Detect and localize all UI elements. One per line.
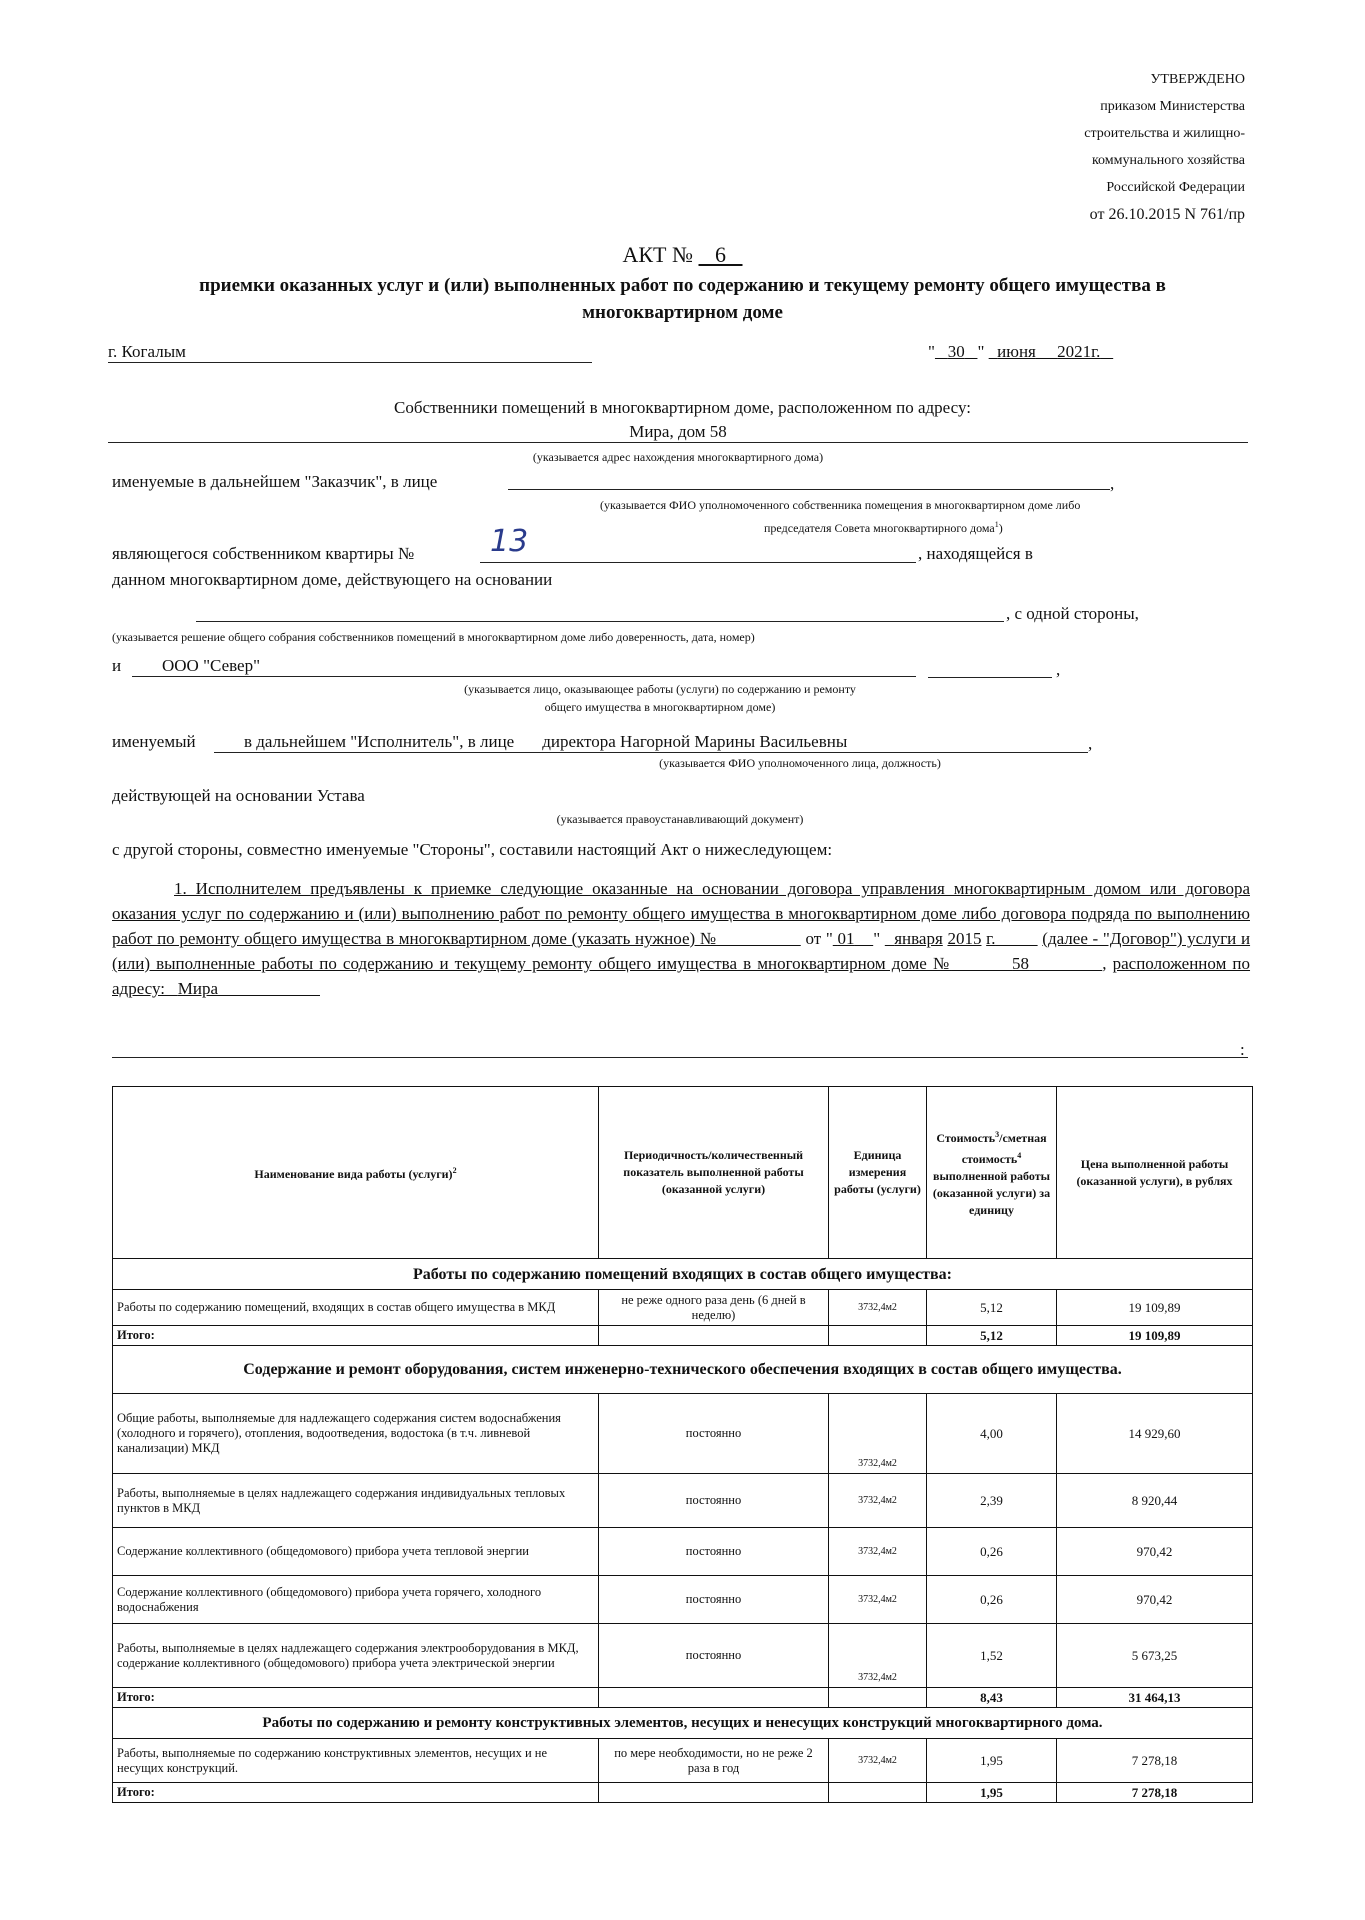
table-header-row — [113, 1087, 1253, 1259]
works-table — [112, 1086, 1253, 1803]
work-name: Работы, выполняемые в целях надлежащего содержания индивидуальных тепловых пунктов в МКД — [113, 1474, 599, 1528]
act-title — [0, 242, 1365, 268]
work-period: не реже одного раза день (6 дней в неделю) — [599, 1290, 829, 1326]
flat-number-line — [480, 524, 916, 563]
section-row — [113, 1708, 1253, 1739]
work-price: 970,42 — [1057, 1576, 1253, 1624]
and-label: и — [112, 656, 122, 675]
approval-line: приказом Министерства — [1100, 99, 1245, 114]
work-period: постоянно — [599, 1624, 829, 1688]
act-heading: приемки оказанных услуг и (или) выполненных работ по содержанию и текущему ремонту общего имущества в многоквартирном доме — [199, 275, 1166, 323]
basis-line — [196, 620, 1004, 622]
work-unit: 3732,4м2 — [829, 1474, 927, 1528]
contractor-name-line — [132, 656, 916, 677]
work-period: постоянно — [599, 1576, 829, 1624]
work-name: Общие работы, выполняемые для надлежащего содержания систем водоснабжения (холодного и горячего), отопления, водоотведения, водостока (в т.ч. ливневой канализации) МКД — [113, 1394, 599, 1474]
work-cost: 0,26 — [927, 1528, 1057, 1576]
named-label: именуемый — [112, 732, 196, 751]
approval-block — [925, 66, 1245, 228]
customer-label: именуемые в дальнейшем "Заказчик", в лице — [112, 472, 438, 491]
table-row — [113, 1576, 1253, 1624]
work-name: Работы, выполняемые по содержанию конструктивных элементов, несущих и не несущих конструкций. — [113, 1739, 599, 1783]
approval-line: Российской Федерации — [1106, 180, 1245, 195]
total-row — [113, 1688, 1253, 1708]
col-cost-header: Стоимость$^3$/сметная стоимость$^4$ выполненной работы (оказанной услуги) за единицу — [927, 1087, 1057, 1259]
work-name: Содержание коллективного (общедомового) прибора учета горячего, холодного водоснабжения — [113, 1576, 599, 1624]
representative-hint: (указывается ФИО уполномоченного лица, должность) — [659, 756, 941, 770]
table-row — [113, 1624, 1253, 1688]
other-side-text: с другой стороны, совместно именуемые "Стороны", составили настоящий Акт о нижеследующем: — [112, 840, 833, 859]
contractor-hint: (указывается лицо, оказывающее работы (услуги) по содержанию и ремонту — [464, 682, 856, 696]
col-name-header: Наименование вида работы (услуги)$^2$ — [113, 1087, 599, 1259]
total-cost: 8,43 — [927, 1688, 1057, 1708]
work-unit: 3732,4м2 — [829, 1394, 927, 1474]
total-cost: 1,95 — [927, 1783, 1057, 1803]
work-period: постоянно — [599, 1528, 829, 1576]
work-unit: 3732,4м2 — [829, 1739, 927, 1783]
section-title: Работы по содержанию и ремонту конструктивных элементов, несущих и ненесущих конструкций многоквартирного дома. — [113, 1708, 1253, 1739]
col-period-header: Периодичность/количественный показатель выполненной работы (оказанной услуги) — [599, 1087, 829, 1259]
work-name: Содержание коллективного (общедомового) прибора учета тепловой энергии — [113, 1528, 599, 1576]
act-number: 6 — [715, 242, 726, 267]
address-hint: (указывается адрес нахождения многоквартирного дома) — [532, 450, 824, 464]
acting-basis-label: данном многоквартирном доме, действующего на основании — [112, 570, 553, 589]
city-field: г. Когалым — [108, 342, 592, 363]
work-price: 14 929,60 — [1057, 1394, 1253, 1474]
clause-1: 1. Исполнителем предъявлены к приемке следующие оказанные на основании договора управления многоквартирным домом или договора оказания услуг по содержанию и (или) выполнению работ по ремонту общего имущества в многоквартирном доме либо договора подряда по выполнению работ по ремонту общего имущества в многоквартирном доме (указать нужное) № от " 01 " января 2015 г. (далее - "Договор") услуги и (или) выполненные работы по содержанию и текущему ремонту общего имущества в многоквартирном доме № 58 , расположенном по адресу: Мира — [112, 879, 1251, 998]
approval-line: коммунального хозяйства — [1091, 153, 1245, 168]
representative-name: директора Нагорной Марины Васильевны — [542, 732, 848, 751]
contractor-name: ООО "Север" — [162, 656, 261, 675]
acting-hint: (указывается правоустанавливающий документ) — [556, 812, 804, 826]
work-name: Работы, выполняемые в целях надлежащего содержания электрооборудования в МКД, содержание коллективного (общедомового) прибора учета электрической энергии — [113, 1624, 599, 1688]
table-row — [113, 1290, 1253, 1326]
total-price: 31 464,13 — [1057, 1688, 1253, 1708]
work-period: по мере необходимости, но не реже 2 раза в год — [599, 1739, 829, 1783]
work-price: 7 278,18 — [1057, 1739, 1253, 1783]
work-unit: 3732,4м2 — [829, 1576, 927, 1624]
total-label: Итого: — [113, 1783, 599, 1803]
section-title: Содержание и ремонт оборудования, систем инженерно-технического обеспечения входящих в состав общего имущества. — [113, 1346, 1253, 1394]
date-field: " 30 " июня 2021г. — [928, 342, 1101, 361]
table-row — [113, 1528, 1253, 1576]
customer-hint: (указывается ФИО уполномоченного собственника помещения в многоквартирном доме либо — [600, 498, 1081, 512]
work-price: 970,42 — [1057, 1528, 1253, 1576]
flat-owner-label: являющегося собственником квартиры № — [112, 544, 415, 563]
table-row — [113, 1474, 1253, 1528]
one-side-label: , с одной стороны, — [1006, 604, 1139, 623]
table-row — [113, 1739, 1253, 1783]
work-period: постоянно — [599, 1394, 829, 1474]
work-price: 8 920,44 — [1057, 1474, 1253, 1528]
work-period: постоянно — [599, 1474, 829, 1528]
work-cost: 1,52 — [927, 1624, 1057, 1688]
total-label: Итого: — [113, 1688, 599, 1708]
work-unit: 3732,4м2 — [829, 1624, 927, 1688]
customer-name-line — [508, 488, 1110, 490]
work-name: Работы по содержанию помещений, входящих в состав общего имущества в МКД — [113, 1290, 599, 1326]
work-unit: 3732,4м2 — [829, 1528, 927, 1576]
section-row — [113, 1259, 1253, 1290]
work-unit: 3732,4м2 — [829, 1290, 927, 1326]
total-label: Итого: — [113, 1326, 599, 1346]
work-cost: 2,39 — [927, 1474, 1057, 1528]
flat-number-handwritten: 13 — [490, 524, 529, 559]
act-prefix: АКТ № — [622, 242, 693, 267]
col-price-header: Цена выполненной работы (оказанной услуги), в рублях — [1057, 1087, 1253, 1259]
work-cost: 1,95 — [927, 1739, 1057, 1783]
col-unit-header: Единица измерения работы (услуги) — [829, 1087, 927, 1259]
date-day: 30 — [947, 342, 965, 361]
acting-label: действующей на основании Устава — [112, 786, 365, 805]
work-cost: 4,00 — [927, 1394, 1057, 1474]
total-cost: 5,12 — [927, 1326, 1057, 1346]
work-cost: 0,26 — [927, 1576, 1057, 1624]
basis-hint: (указывается решение общего собрания собственников помещений в многоквартирном доме либо доверенность, дата, номер) — [112, 630, 755, 644]
approval-line: строительства и жилищно- — [1084, 126, 1245, 141]
contractor-hint-2: общего имущества в многоквартирном доме) — [544, 700, 776, 714]
work-price: 5 673,25 — [1057, 1624, 1253, 1688]
owners-intro: Собственники помещений в многоквартирном доме, расположенном по адресу: — [394, 398, 971, 417]
section-title: Работы по содержанию помещений входящих в состав общего имущества: — [113, 1259, 1253, 1290]
customer-hint-2: председателя Совета многоквартирного дома$^1$) — [764, 520, 1003, 535]
located-label: , находящейся в — [918, 544, 1033, 563]
representative-line: в дальнейшем "Исполнитель", в лице директора Нагорной Марины Васильевны — [214, 732, 1088, 753]
date-year: 2021г. — [1057, 342, 1101, 361]
work-cost: 5,12 — [927, 1290, 1057, 1326]
total-price: 7 278,18 — [1057, 1783, 1253, 1803]
house-address: Мира, дом 58 — [108, 422, 1248, 443]
approval-line: от 26.10.2015 N 761/пр — [1089, 206, 1245, 223]
section-row — [113, 1346, 1253, 1394]
work-price: 19 109,89 — [1057, 1290, 1253, 1326]
total-row — [113, 1783, 1253, 1803]
date-month: июня — [997, 342, 1036, 361]
total-row — [113, 1326, 1253, 1346]
total-price: 19 109,89 — [1057, 1326, 1253, 1346]
approval-line: УТВЕРЖДЕНО — [1150, 72, 1245, 87]
table-row — [113, 1394, 1253, 1474]
